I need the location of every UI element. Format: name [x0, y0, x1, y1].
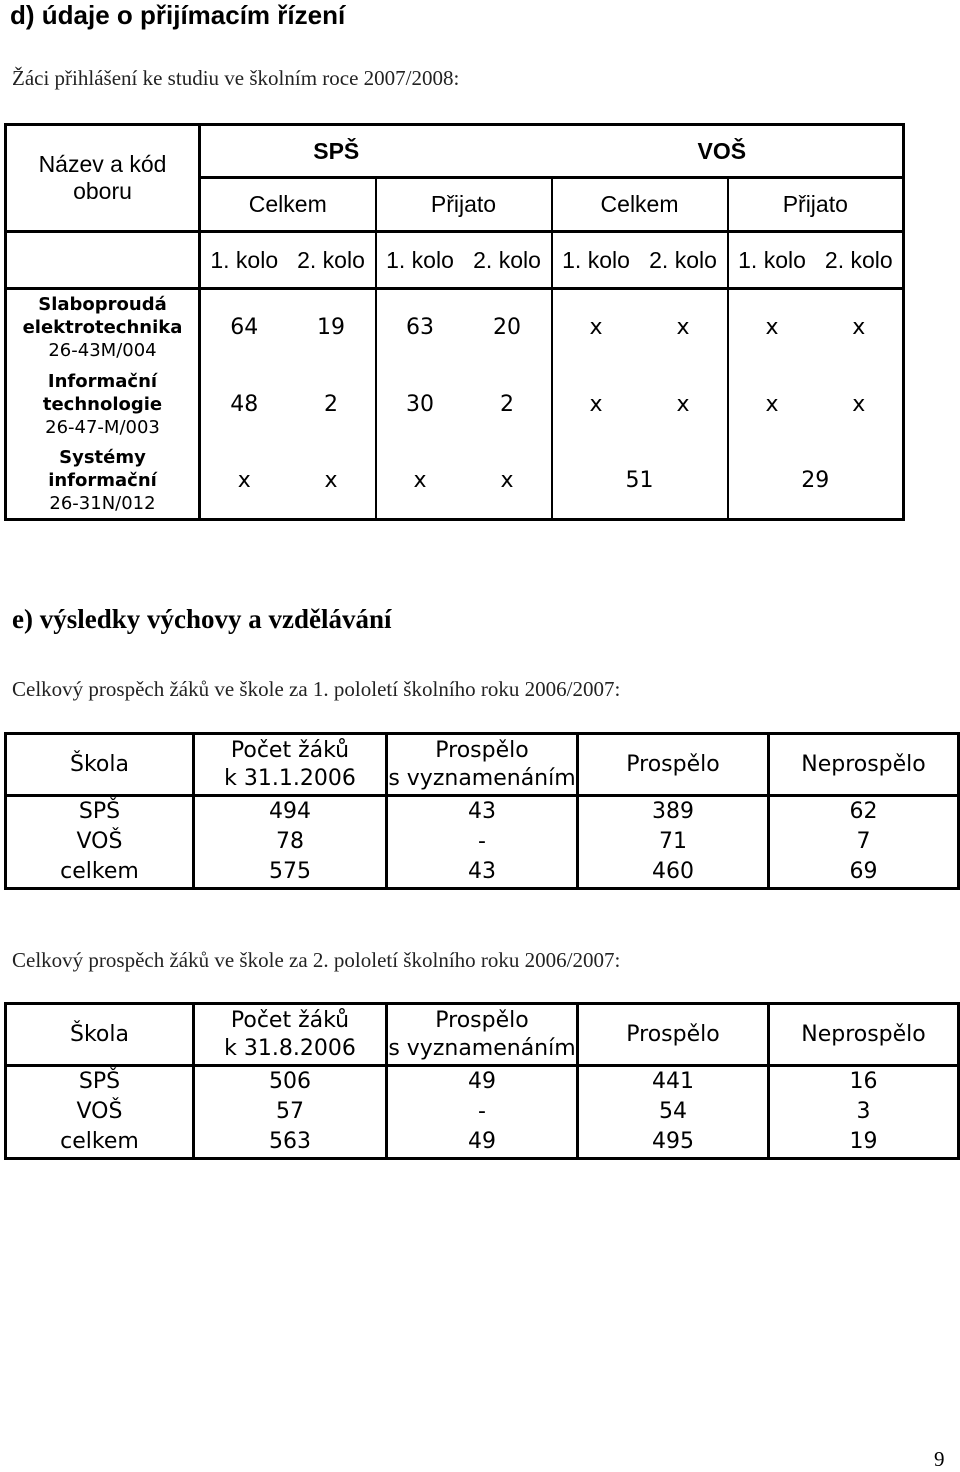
table-cell: 29 — [801, 467, 830, 493]
table-cell: x — [852, 391, 866, 417]
page-number: 9 — [934, 1447, 945, 1471]
round-cell: 1. kolo — [200, 232, 288, 289]
table-cell: 51 — [552, 443, 728, 520]
field-name-line2: technologie — [42, 393, 163, 415]
table-cell: 389 — [578, 796, 769, 828]
header-skola: Škola — [6, 1004, 194, 1066]
table-cell: 64 — [230, 315, 259, 341]
table-cell: 30 — [406, 391, 434, 417]
header-pocet — [194, 1004, 387, 1066]
applicants-caption: Žáci přihlášení ke studiu ve školním roce 2007/2008: — [12, 66, 460, 90]
header-neprospelo: Neprospělo — [769, 1004, 959, 1066]
table-cell: x — [640, 289, 728, 366]
header-skola: Škola — [6, 734, 194, 796]
header-vyznamenani-line1: Prospělo — [435, 737, 529, 763]
subheader-prijato-vos: Přijato — [728, 178, 904, 232]
round-cell: 2. kolo — [640, 232, 728, 289]
field-name-line1: Informační — [47, 370, 158, 392]
table-row — [6, 1066, 959, 1098]
table-cell: VOŠ — [6, 827, 194, 857]
table-cell: VOŠ — [6, 1097, 194, 1127]
header-vyznamenani-line1: Prospělo — [435, 1007, 529, 1033]
header-pocet — [194, 734, 387, 796]
table-cell: 19 — [849, 1129, 878, 1154]
table-cell: 49 — [387, 1127, 578, 1159]
table-cell: 43 — [387, 796, 578, 828]
field-code: 26-43M/004 — [48, 340, 157, 362]
table-cell: 460 — [578, 857, 769, 889]
subheader-celkem-spse: Celkem — [200, 178, 376, 232]
table-cell: x — [464, 443, 552, 520]
field-header-line2: oboru — [73, 178, 132, 204]
table-cell: 16 — [849, 1069, 878, 1094]
table-cell: 2 — [464, 366, 552, 443]
subheader-celkem-vos: Celkem — [552, 178, 728, 232]
table-cell: SPŠ — [6, 1066, 194, 1098]
field-code: 26-47-M/003 — [45, 416, 160, 438]
table-cell: 575 — [194, 857, 387, 889]
field-name-line2: informační — [48, 469, 157, 491]
table-row — [6, 796, 959, 828]
header-pocet-line2: k 31.8.2006 — [224, 1035, 356, 1061]
round-cell: 1. kolo — [552, 232, 640, 289]
header-pocet-line1: Počet žáků — [230, 1007, 350, 1033]
results-caption-2: Celkový prospěch žáků ve škole za 2. pololetí školního roku 2006/2007: — [12, 948, 621, 972]
table-row — [6, 1127, 959, 1159]
table-cell: x — [765, 315, 779, 341]
table-cell: 62 — [849, 799, 878, 824]
table-cell: 49 — [387, 1066, 578, 1098]
round-cell: 2. kolo — [288, 232, 376, 289]
table-cell: x — [413, 467, 427, 493]
table-cell: celkem — [6, 857, 194, 889]
table-cell: 563 — [194, 1127, 387, 1159]
field-name-line1: Slaboproudá — [38, 294, 167, 316]
table-cell: 69 — [849, 859, 878, 884]
table-cell: x — [640, 366, 728, 443]
field-header-line1: Název a kód — [38, 151, 167, 177]
round-cell: 2. kolo — [464, 232, 552, 289]
group-header-spse: SPŠ — [313, 137, 360, 164]
table-cell: 71 — [578, 827, 769, 857]
field-name-line1: Systémy — [59, 446, 146, 468]
table-cell: 441 — [578, 1066, 769, 1098]
table-cell: celkem — [6, 1127, 194, 1159]
section-e-heading: e) výsledky výchovy a vzdělávání — [12, 604, 392, 634]
subheader-prijato-spse: Přijato — [376, 178, 552, 232]
table-cell: - — [387, 827, 578, 857]
header-vyznamenani-line2: s vyznamenáním — [388, 1035, 576, 1061]
table-cell: SPŠ — [6, 796, 194, 828]
table-cell: 494 — [194, 796, 387, 828]
table-cell: x — [589, 315, 603, 341]
header-prospelo: Prospělo — [578, 734, 769, 796]
header-prospelo: Prospělo — [578, 1004, 769, 1066]
header-vyznamenani-line2: s vyznamenáním — [388, 765, 576, 791]
table-cell: 43 — [387, 857, 578, 889]
table-cell: x — [589, 391, 603, 417]
field-code: 26-31N/012 — [49, 492, 156, 514]
round-cell: 1. kolo — [376, 232, 464, 289]
admissions-table — [4, 123, 905, 521]
table-cell: 495 — [578, 1127, 769, 1159]
results-table-1 — [4, 732, 960, 890]
table-row — [6, 1097, 959, 1127]
header-pocet-line2: k 31.1.2006 — [224, 765, 356, 791]
field-header — [6, 125, 200, 232]
table-row — [6, 857, 959, 889]
round-cell: 1. kolo — [728, 232, 816, 289]
table-cell: x — [852, 315, 866, 341]
table-cell: 57 — [194, 1097, 387, 1127]
table-cell: 7 — [856, 829, 871, 854]
table-cell: 19 — [288, 289, 376, 366]
table-cell: 63 — [406, 315, 434, 341]
table-cell: 3 — [856, 1099, 871, 1124]
table-cell: 78 — [194, 827, 387, 857]
group-header-vos: VOŠ — [697, 137, 747, 164]
field-name-line2: elektrotechnika — [22, 317, 183, 339]
table-cell: 506 — [194, 1066, 387, 1098]
field-name-cell — [6, 443, 200, 520]
table-cell: 54 — [578, 1097, 769, 1127]
header-pocet-line1: Počet žáků — [230, 737, 350, 763]
table-cell: 2 — [288, 366, 376, 443]
results-table-2 — [4, 1002, 960, 1160]
table-cell: x — [237, 467, 251, 493]
round-cell: 2. kolo — [816, 232, 904, 289]
results-caption-1: Celkový prospěch žáků ve škole za 1. pololetí školního roku 2006/2007: — [12, 677, 621, 701]
field-name-cell — [6, 289, 200, 366]
rounds-row-label — [6, 232, 200, 289]
table-row — [6, 827, 959, 857]
field-name-cell — [6, 366, 200, 443]
table-cell: - — [387, 1097, 578, 1127]
section-d-heading: d) údaje o přijímacím řízení — [10, 0, 346, 30]
header-neprospelo: Neprospělo — [769, 734, 959, 796]
header-vyznamenani — [387, 734, 578, 796]
table-cell: x — [765, 391, 779, 417]
table-cell: 20 — [464, 289, 552, 366]
header-vyznamenani — [387, 1004, 578, 1066]
table-cell: x — [288, 443, 376, 520]
table-cell: 48 — [230, 391, 259, 417]
